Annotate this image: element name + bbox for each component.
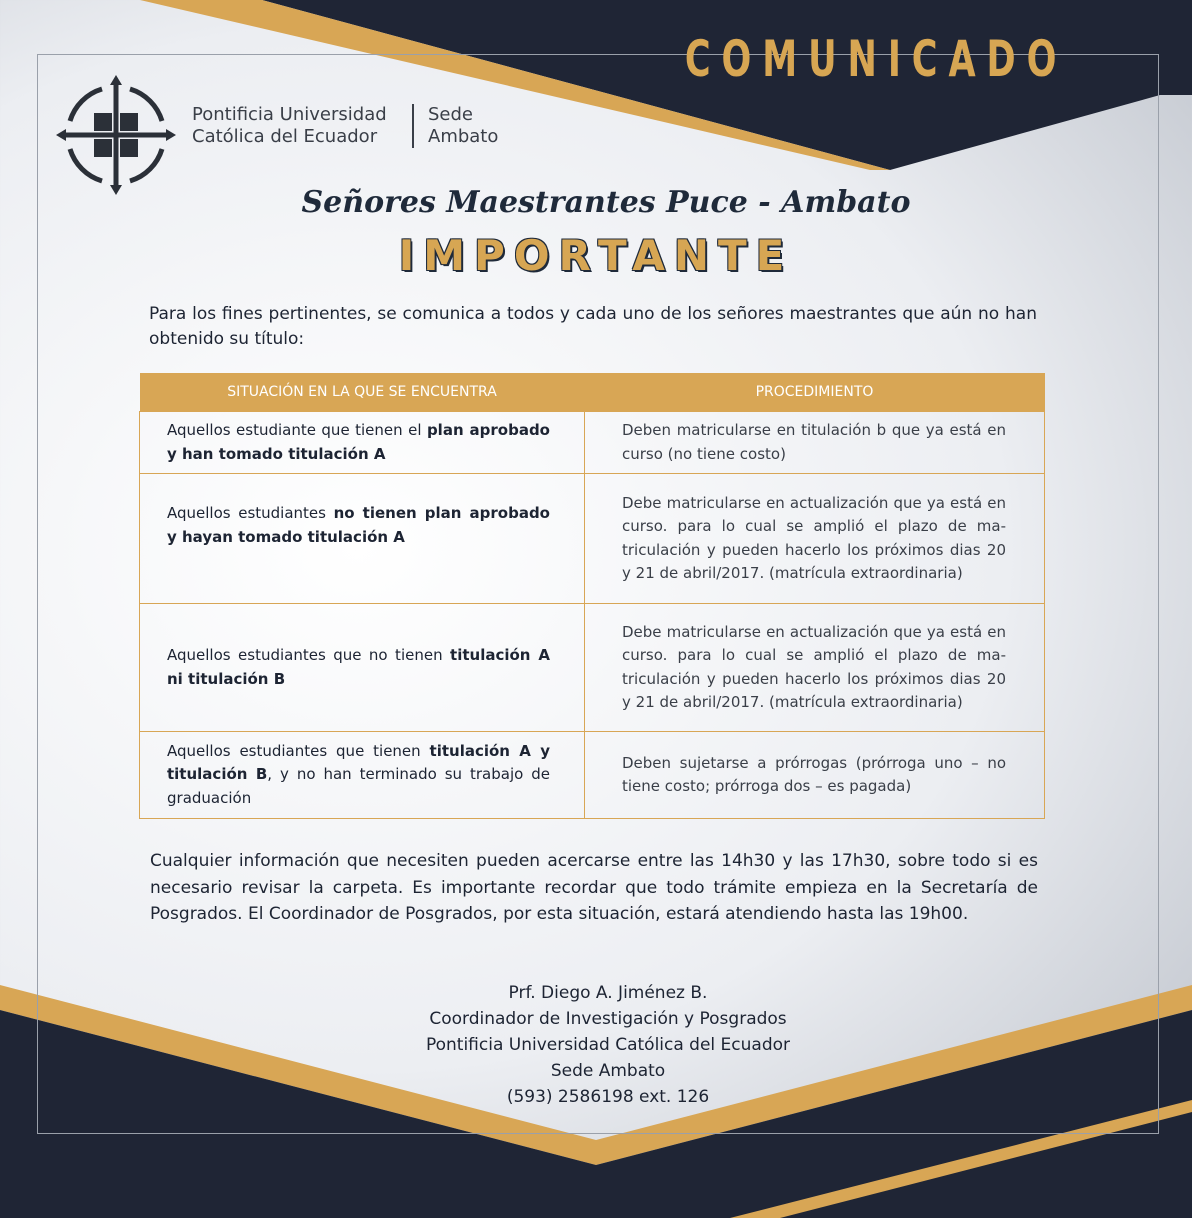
situation-emphasis: plan aprobado y han tomado titulación A [167,421,550,463]
procedure-table [139,373,1045,819]
procedure-cell: Deben matricularse en titulación b que ya está en curso (no tiene costo) [585,412,1045,474]
situation-cell [140,732,585,819]
campus-name [428,104,498,148]
important-heading: IMPORTANTE [398,231,794,280]
table-row [140,474,1045,604]
banner-title: COMUNICADO [684,30,1067,88]
closing-paragraph: Cualquier información que necesiten pueden acercarse entre las 14h30 y las 17h30, sobre todo si es necesario revisar la carpeta. Es importante recordar que todo trámite empieza en la Secretaría de Posgrados. El Coordinador de Posgrados, por esta situación, estará atendiendo hasta las 19h00. [150,851,1038,924]
procedure-cell: Debe matricularse en actualización que ya está en curso. para lo cual se amplió el plazo de matriculación y pueden hacerlo los próximos dias 20 y 21 de abril/2017. (matrícula extraordinaria) [585,474,1045,604]
situation-emphasis: titulación A y titulación B [167,741,550,784]
situation-cell [140,474,585,604]
signature-site: Sede Ambato [550,1061,666,1081]
signature-phone: (593) 2586198 ext. 126 [506,1087,710,1107]
campus-name-line2: Ambato [428,126,499,147]
situation-cell [140,412,585,474]
situation-text: Aquellos estudiantes que no tienen [167,646,451,664]
table-header-situation: SITUACIÓN EN LA QUE SE ENCUENTRA [140,373,585,412]
situation-text: Aquellos estudiantes [167,504,334,522]
campus-name-line1: Sede [428,104,473,125]
table-header-procedure: PROCEDIMIENTO [585,373,1045,412]
situation-text: Aquellos estudiantes que tienen [167,741,430,760]
procedure-cell: Deben sujetarse a prórrogas (prórroga uno – no tiene costo; prórroga dos – es pagada) [585,732,1045,819]
university-name-line2: Católica del Ecuador [192,126,378,147]
table-row [140,732,1045,819]
university-name-line1: Pontificia Universidad [192,104,387,125]
audience-heading: Señores Maestrantes Puce - Ambato [301,185,911,220]
university-logo-icon [56,75,176,195]
situation-cell [140,604,585,732]
logo-divider [412,104,414,148]
intro-paragraph: Para los fines pertinentes, se comunica a todos y cada uno de los señores maestrantes que aún no han obtenido su título: [149,304,1037,349]
university-name [192,104,387,148]
signature-name: Prf. Diego A. Jiménez B. [508,983,708,1003]
situation-text: Aquellos estudiante que tienen el [167,421,427,439]
signature-institution: Pontificia Universidad Católica del Ecuador [425,1035,791,1055]
table-row [140,412,1045,474]
situation-emphasis: titulación A ni titulación B [167,646,550,688]
situation-text-end: , y no han terminado su trabajo de graduación [167,765,550,807]
signature-block [12,980,1192,1110]
table-row [140,604,1045,732]
procedure-cell: Debe matricularse en actualización que ya está en curso. para lo cual se amplió el plazo de matriculación y pueden hacerlo los próximos dias 20 y 21 de abril/2017. (matrícula extraordinaria) [585,604,1045,732]
signature-role: Coordinador de Investigación y Posgrados [429,1009,787,1029]
table-header-row [140,373,1045,412]
situation-emphasis: no tienen plan aprobado y hayan tomado titulación A [167,504,550,546]
